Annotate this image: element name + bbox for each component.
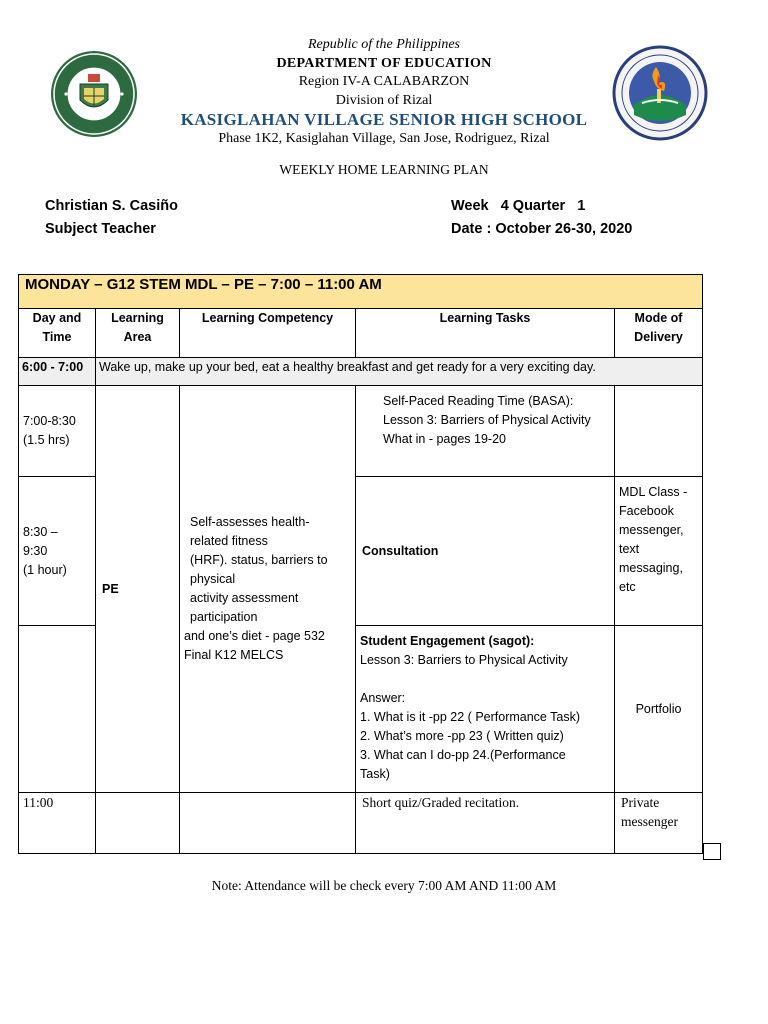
teacher-info bbox=[45, 195, 178, 241]
competency-line: related fitness bbox=[190, 534, 268, 548]
week-quarter: Week 4 Quarter 1 bbox=[451, 198, 586, 214]
school-address: Phase 1K2, Kasiglahan Village, San Jose, Rodriguez, Rizal bbox=[218, 131, 550, 146]
competency-line: participation bbox=[190, 610, 258, 624]
competency-cell bbox=[180, 386, 356, 793]
row1-task: Self-Paced Reading Time (BASA): Lesson 3: Barriers of Physical Activity What in - pages 19-20 bbox=[356, 386, 615, 477]
table-row bbox=[19, 358, 703, 386]
table-title-row bbox=[19, 275, 703, 309]
table-row bbox=[19, 793, 703, 854]
document-header bbox=[0, 36, 768, 179]
teacher-role: Subject Teacher bbox=[45, 221, 156, 237]
learning-plan-table bbox=[18, 274, 703, 854]
learning-area-cell: PE bbox=[96, 386, 180, 793]
row3-task-body: Lesson 3: Barriers to Physical Activity Answer: 1. What is it -pp 22 ( Performance Task) 2. What’s more -pp 23 ( Written quiz) 3. What can I do-pp 24.(Performance Task) bbox=[360, 653, 580, 781]
date-range: Date : October 26-30, 2020 bbox=[451, 221, 633, 237]
row4-mode: Private messenger bbox=[615, 793, 703, 854]
row4-time: 11:00 bbox=[19, 793, 96, 854]
row2-mode: MDL Class - Facebook messenger, text messaging, etc bbox=[615, 477, 703, 626]
table-header-row bbox=[19, 309, 703, 358]
header-competency: Learning Competency bbox=[180, 309, 356, 358]
wake-time: 6:00 - 7:00 bbox=[19, 358, 96, 386]
competency-line: and one’s diet - page 532 bbox=[184, 629, 325, 643]
competency-line: (HRF). status, barriers to bbox=[190, 553, 328, 567]
competency-line: activity assessment bbox=[190, 591, 299, 605]
wake-text: Wake up, make up your bed, eat a healthy breakfast and get ready for a very exciting day. bbox=[96, 358, 703, 386]
table-row bbox=[19, 386, 703, 477]
row4-task: Short quiz/Graded recitation. bbox=[356, 793, 615, 854]
row1-mode bbox=[615, 386, 703, 477]
table-title: MONDAY – G12 STEM MDL – PE – 7:00 – 11:00 AM bbox=[19, 275, 703, 309]
region-line: Region IV-A CALABARZON bbox=[298, 74, 470, 89]
row4-area bbox=[96, 793, 180, 854]
row1-time: 7:00-8:30 (1.5 hrs) bbox=[19, 386, 96, 477]
competency-line: physical bbox=[190, 572, 236, 586]
teacher-name: Christian S. Casiño bbox=[45, 198, 178, 214]
row4-competency bbox=[180, 793, 356, 854]
school-name: KASIGLAHAN VILLAGE SENIOR HIGH SCHOOL bbox=[180, 110, 588, 129]
attendance-note: Note: Attendance will be check every 7:00 AM AND 11:00 AM bbox=[211, 878, 557, 893]
row3-mode: Portfolio bbox=[615, 626, 703, 793]
division-line: Division of Rizal bbox=[335, 92, 433, 108]
republic-line: Republic of the Philippines bbox=[307, 37, 461, 52]
corner-box bbox=[703, 843, 721, 860]
schedule-info bbox=[451, 195, 632, 241]
row3-time bbox=[19, 626, 96, 793]
row3-task bbox=[356, 626, 615, 793]
header-day-time: Day and Time bbox=[19, 309, 96, 358]
row3-task-title: Student Engagement (sagot): bbox=[360, 634, 535, 648]
header-mode: Mode of Delivery bbox=[615, 309, 703, 358]
row2-time: 8:30 – 9:30 (1 hour) bbox=[19, 477, 96, 626]
header-tasks: Learning Tasks bbox=[356, 309, 615, 358]
department-line: DEPARTMENT OF EDUCATION bbox=[276, 55, 492, 71]
competency-line: Final K12 MELCS bbox=[184, 648, 284, 662]
header-learning-area: Learning Area bbox=[96, 309, 180, 358]
competency-line: Self-assesses health- bbox=[190, 515, 310, 529]
row2-task: Consultation bbox=[356, 477, 615, 626]
plan-title: WEEKLY HOME LEARNING PLAN bbox=[279, 161, 489, 177]
